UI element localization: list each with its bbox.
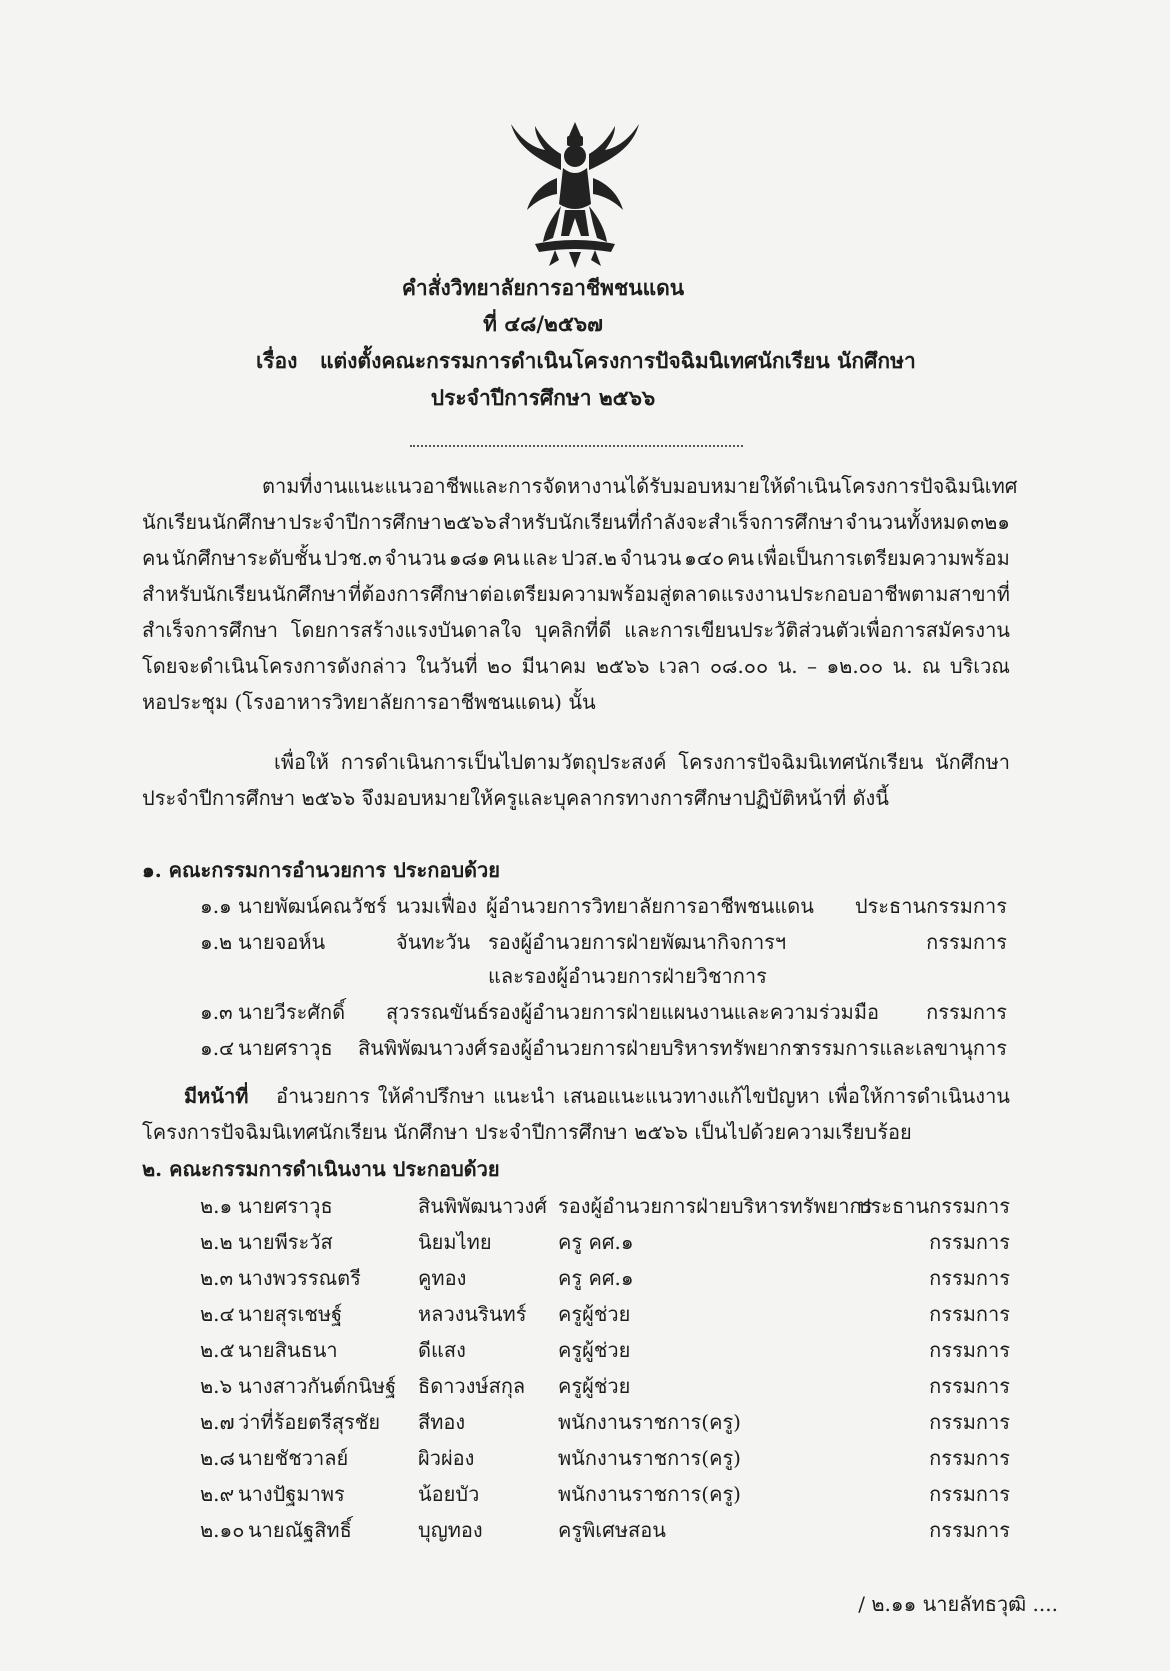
- subject-line-2: ประจำปีการศึกษา ๒๕๖๖: [430, 385, 656, 410]
- paragraph-1-line-6: โดยจะดำเนินโครงการดังกล่าว ในวันที่ ๒๐ มีนาคม ๒๕๖๖ เวลา ๐๘.๐๐ น. – ๑๒.๐๐ น. ณ บริเวณ: [142, 654, 1010, 678]
- paragraph-1-line-7: หอประชุม (โรงอาหารวิทยาลัยการอาชีพชนแดน) นั้น: [142, 690, 596, 714]
- paragraph-1-line-2: นักเรียน นักศึกษา ประจำปีการศึกษา ๒๕๖๖ สำหรับนักเรียนที่กำลังจะสำเร็จการศึกษา จำนวนทั้งหมด ๓๒๑: [142, 510, 1010, 534]
- paragraph-1-line-5: สำเร็จการศึกษา โดยการสร้างแรงบันดาลใจ บุคลิกที่ดี และการเขียนประวัติส่วนตัวเพื่อการสมัครงาน: [142, 618, 1010, 642]
- section-2-heading: ๒. คณะกรรมการดำเนินงาน ประกอบด้วย: [142, 1157, 500, 1181]
- paragraph-1-line-3: คน นักศึกษาระดับชั้น ปวช.๓ จำนวน ๑๘๑ คน และ ปวส.๒ จำนวน ๑๔๐ คน เพื่อเป็นการเตรียมความพร้อม: [142, 546, 1010, 570]
- subject-line-1: แต่งตั้งคณะกรรมการดำเนินโครงการปัจฉิมนิเทศนักเรียน นักศึกษา: [320, 348, 916, 373]
- header-divider: [410, 445, 743, 447]
- paragraph-2-line-1: เพื่อให้ การดำเนินการเป็นไปตามวัตถุประสงค์ โครงการปัจฉิมนิเทศนักเรียน นักศึกษา: [274, 750, 1010, 774]
- duty-line-2: โครงการปัจฉิมนิเทศนักเรียน นักศึกษา ประจำปีการศึกษา ๒๕๖๖ เป็นไปด้วยความเรียบร้อย: [142, 1120, 912, 1144]
- document-page: คำสั่งวิทยาลัยการอาชีพชนแดน ที่ ๔๘/๒๕๖๗ เรื่อง แต่งตั้งคณะกรรมการดำเนินโครงการปัจฉิมนิเทศนักเรียน นักศึกษา ประจำปีการศึกษา ๒๕๖๖ ตามที่ งานแนะแนวอาชีพและการจัดหางาน ได้รับมอบหมายให้ดำเนินโครงการปัจฉิมนิเทศ นักเรียน นักศึกษา ประจำปีการศึกษา ๒๕๖๖ สำหรับนักเรียนที่กำลังจะสำเร็จการศึกษา จำนวนทั้งหมด ๓๒๑ คน นักศึกษาระดับชั้น ปวช.๓ จำนวน ๑๘๑ คน และ ปวส.๒ จำนวน ๑๔๐ คน เพื่อเป็นการเตรียมความพร้อม สำหรับนักเรียน นักศึกษา ที่ต้องการศึกษาต่อ เตรียมความพร้อมสู่ตลาดแรงงาน ประกอบอาชีพตามสาขาที่ สำเร็จการศึกษา โดยการสร้างแรงบันดาลใจ บุคลิกที่ดี และการเขียนประวัติส่วนตัวเพื่อการสมัครงาน โดยจะดำเนินโครงการดังกล่าว ในวันที่ ๒๐ มีนาคม ๒๕๖๖ เวลา ๐๘.๐๐ น. – ๑๒.๐๐ น. ณ บริเวณ หอประชุม (โรงอาหารวิทยาลัยการอาชีพชนแดน) นั้น เพื่อให้ การดำเนินการเป็นไปตามวัตถุประสงค์ โครงการปัจฉิมนิเทศนักเรียน นักศึกษา ประจำปีการศึกษา ๒๕๖๖ จึงมอบหมายให้ครูและบุคลากรทางการศึกษาปฏิบัติหน้าที่ ดังนี้ ๑. คณะกรรมการอำนวยการ ประกอบด้วย ๑.๑ นายพัฒน์คณวัชร์ นวมเฟื่อง ผู้อำนวยการวิทยาลัยการอาชีพชนแดน ประธานกรรมการ ๑.๒ นายจอห์น จันทะวัน รองผู้อำนวยการฝ่ายพัฒนากิจการฯ กรรมการ และรองผู้อำนวยการฝ่ายวิชาการ ๑.๓ นายวีระศักดิ์ สุวรรณขันธ์ รองผู้อำนวยการฝ่ายแผนงานและความร่วมมือ กรรมการ ๑.๔ นายศราวุธ สินพิพัฒนาวงศ์ รองผู้อำนวยการฝ่ายบริหารทรัพยากร กรรมการและเลขานุการ มีหน้าที่ อำนวยการ ให้คำปรึกษา แนะนำ เสนอแนะแนวทางแก้ไขปัญหา เพื่อให้การดำเนินงาน โครงการปัจฉิมนิเทศนักเรียน นักศึกษา ประจำปีการศึกษา ๒๕๖๖ เป็นไปด้วยความเรียบร้อย ๒. คณะกรรมการดำเนินงาน ประกอบด้วย ๒.๑ นายศราวุธ สินพิพัฒนาวงศ์ รองผู้อำนวยการฝ่ายบริหารทรัพยากร ประธานกรรมการ ๒.๒ นายพีระวัส นิยมไทย ครู คศ.๑ กรรมการ ๒.๓ นางพวรรณตรี คูทอง ครู คศ.๑ กรรมการ ๒.๔ นายสุรเชษฐ์ หลวงนรินทร์ ครูผู้ช่วย กรรมการ ๒.๕ นายสินธนา ดีแสง ครูผู้ช่วย กรรมการ ๒.๖ นางสาวกันต์กนิษฐ์ ธิดาวงษ์สกุล ครูผู้ช่วย กรรมการ ๒.๗ ว่าที่ร้อยตรีสุรชัย สีทอง พนักงานราชการ(ครู) กรรมการ ๒.๘ นายชัชวาลย์ ผิวผ่อง พนักงานราชการ(ครู) กรรมการ ๒.๙ นางปัฐมาพร น้อยบัว พนักงานราชการ(ครู) กรรมการ ๒.๑๐ นายณัฐสิทธิ์ บุญทอง ครูพิเศษสอน กรรมการ / ๒.๑๑ นายลัทธวุฒิ ....: [0, 0, 1170, 1671]
- garuda-emblem-icon: [505, 118, 645, 270]
- paragraph-2-line-2: ประจำปีการศึกษา ๒๕๖๖ จึงมอบหมายให้ครูและบุคลากรทางการศึกษาปฏิบัติหน้าที่ ดังนี้: [142, 786, 889, 810]
- subject-label: เรื่อง: [256, 348, 298, 373]
- paragraph-1-line-4: สำหรับนักเรียน นักศึกษา ที่ต้องการศึกษาต่อ เตรียมความพร้อมสู่ตลาดแรงงาน ประกอบอาชีพตามสาขาที่: [142, 582, 1010, 606]
- duty-label: มีหน้าที่: [184, 1084, 249, 1108]
- order-number: ที่ ๔๘/๒๕๖๗: [483, 311, 603, 336]
- section-1-heading: ๑. คณะกรรมการอำนวยการ ประกอบด้วย: [142, 858, 500, 882]
- order-title: คำสั่งวิทยาลัยการอาชีพชนแดน: [401, 275, 685, 300]
- continuation-note: / ๒.๑๑ นายลัทธวุฒิ ....: [858, 1592, 1058, 1616]
- paragraph-1-line-1: ตามที่ งานแนะแนวอาชีพและการจัดหางาน ได้รับมอบหมายให้ดำเนินโครงการปัจฉิมนิเทศ: [262, 474, 1018, 498]
- duty-line-1: อำนวยการ ให้คำปรึกษา แนะนำ เสนอแนะแนวทางแก้ไขปัญหา เพื่อให้การดำเนินงาน: [276, 1084, 1010, 1108]
